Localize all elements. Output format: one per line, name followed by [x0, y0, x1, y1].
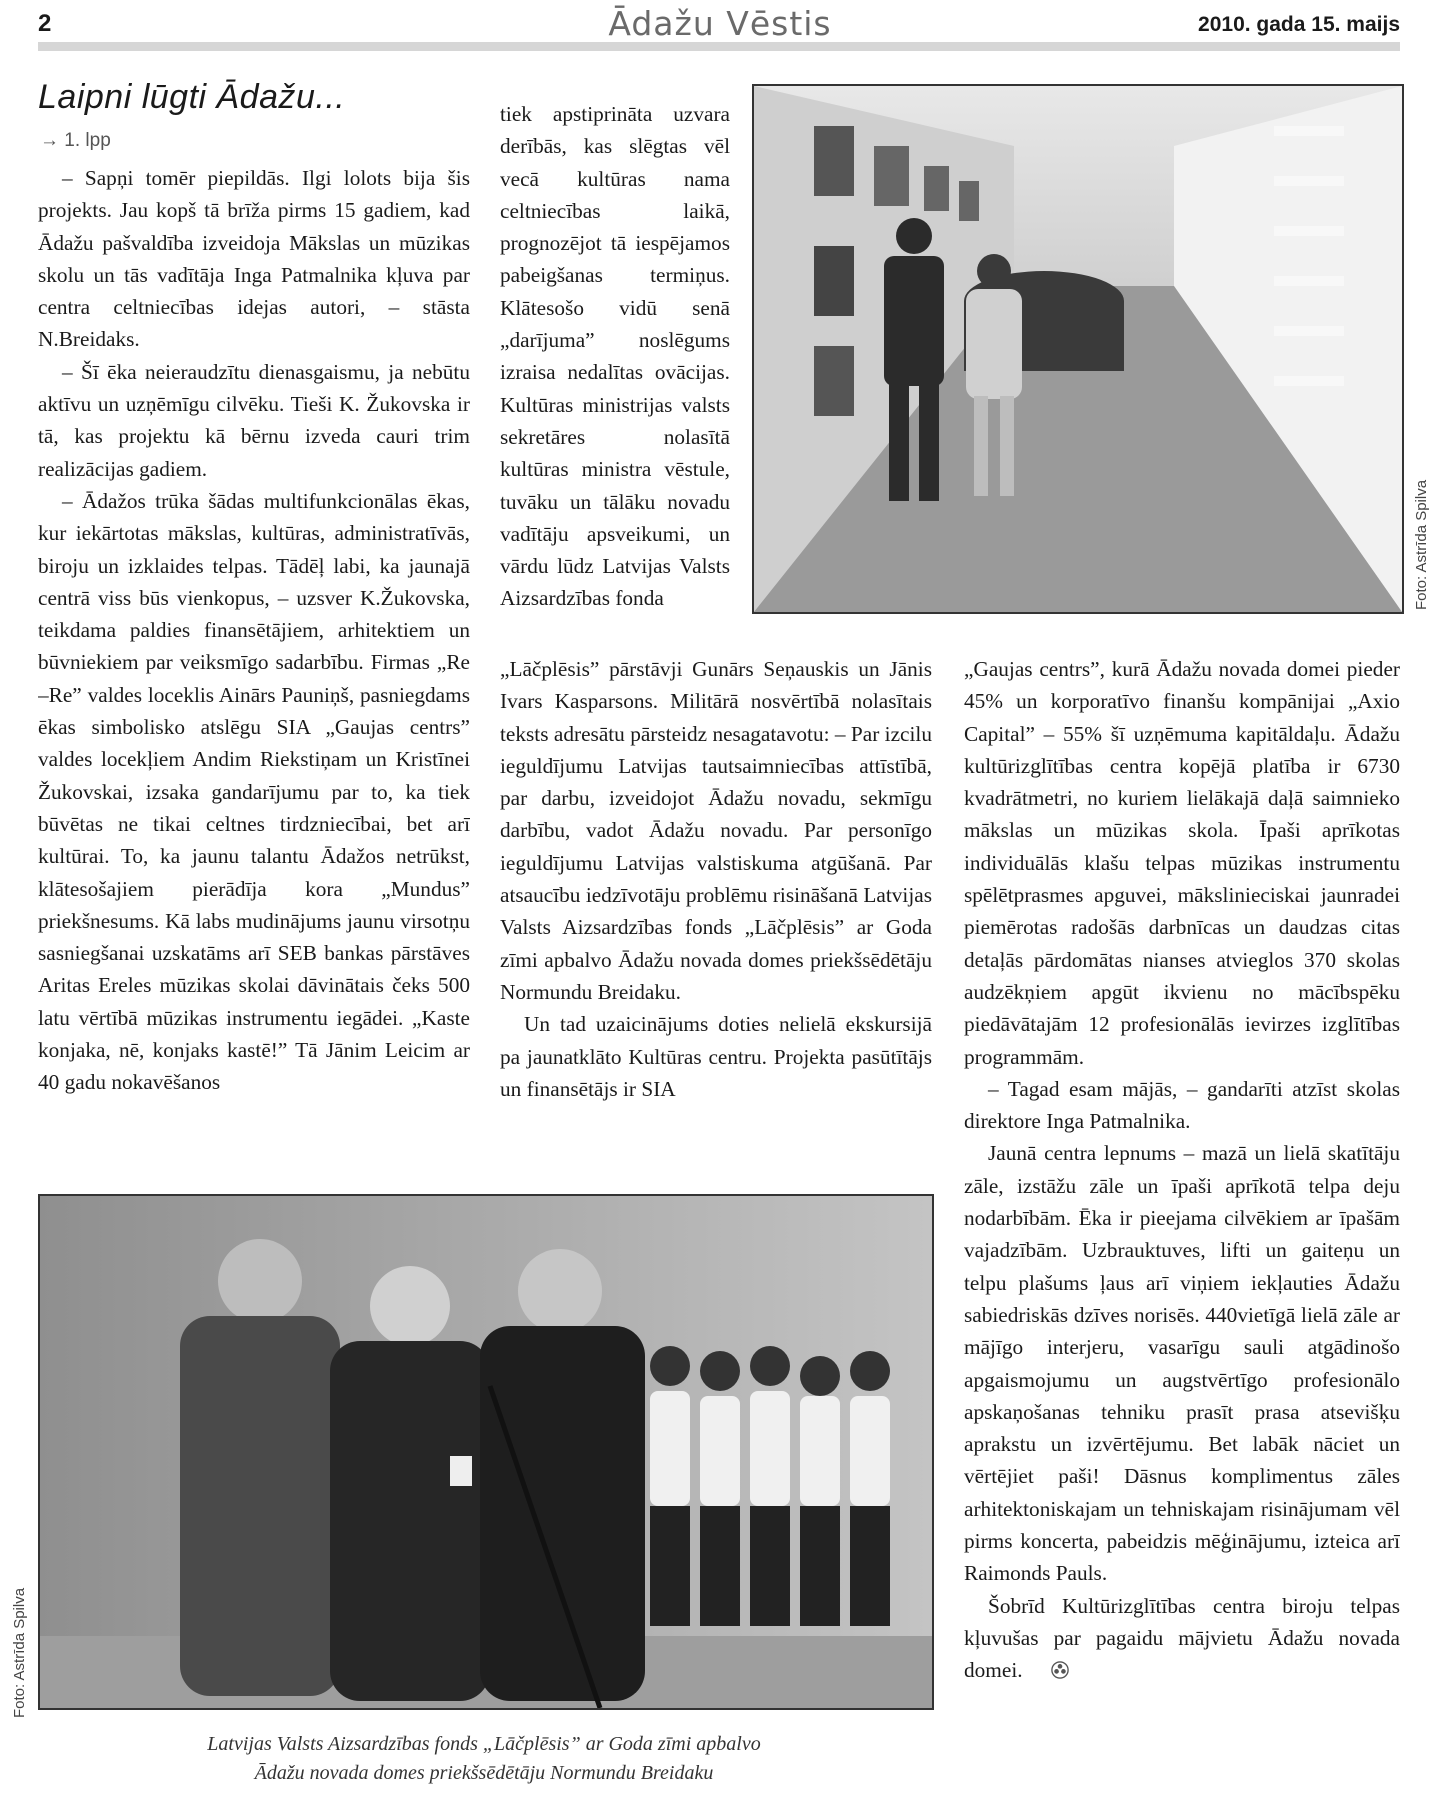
paragraph: – Šī ēka neieraudzītu dienasgaismu, ja nebūtu aktīvu un uzņēmīgu cilvēku. Tieši K. Žukovska ir tā, kas projektu kā bērnu izveda cauri trim realizācijas gadiem. — [38, 359, 470, 481]
photo-credit: Foto: Astrīda Spilva — [11, 1587, 28, 1718]
photo-credit: Foto: Astrīda Spilva — [1413, 479, 1430, 610]
paragraph: „Lāčplēsis” pārstāvji Gunārs Seņauskis un Jānis Ivars Kasparsons. Militārā nosvērtībā nolasītais teksts adresātu pārsteidz nesagatavotu: – Par izcilu ieguldījumu Latvijas tautsaimniecības attīstībā, par darbu, izveidojot Ādažu novadu, sekmīgu darbību, vadot Ādažu novadu. Par personīgo ieguldījumu Latvijas valstiskuma atgūšanā. Par atsaucību iedzīvotāju problēmu risināšanā Latvijas Valsts Aizsardzības fonds „Lāčplēsis” ar Goda zīmi apbalvo Ādažu novada domes priekšsēdētāju Normundu Breidaku. — [500, 657, 932, 1004]
article-column-2-top — [500, 98, 730, 653]
article-column-2-bottom — [500, 653, 932, 1170]
paragraph: – Sapņi tomēr piepildās. Ilgi lolots bija šis projekts. Jau kopš tā brīža pirms 15 gadiem, kad Ādažu pašvaldība izveidoja Mākslas un mūzikas skolu un tās vadītāja Inga Patmalnika kļuva par centra celtniecības idejas autori, – stāsta N.Breidaks. — [38, 166, 470, 352]
paragraph: – Tagad esam mājās, – gandarīti atzīst skolas direktore Inga Patmalnika. — [964, 1076, 1400, 1134]
caption-line: Latvijas Valsts Aizsardzības fonds „Lāčplēsis” ar Goda zīmi apbalvo — [207, 1733, 761, 1755]
flower-end-icon — [1027, 1656, 1045, 1674]
paragraph: – Ādažos trūka šādas multifunkcionālas ēkas, kur iekārtotas mākslas, kultūras, administratīvās, biroju un izklaides telpas. Tādēļ labi, ka jaunajā centrā viss būs vienkopus, – uzsver K.Žukovska, teikdama paldies finansētājiem, arhitektiem un būvniekiem par veiksmīgo sadarbību. Firmas „Re –Re” valdes loceklis Ainārs Pauniņš, pasniegdams ēkas simbolisko atslēgu SIA „Gaujas centrs” valdes locekļiem Andim Riekstiņam un Kristīnei Žukovskai, izsaka gandarījumu par to, ka tiek būvētas ne tikai celtnes tirdzniecībai, bet arī kultūrai. To, ka jaunu talantu Ādažos netrūkst, klātesošajiem pierādīja kora „Mundus” priekšnesums. Kā labs mudinājums jaunu virsotņu sasniegšanai uzskatāms arī SEB bankas pārstāves Aritas Ereles mūzikas skolai dāvinātais čeks 500 latu vērtībā mūzikas instrumentu iegādei. „Kaste konjaka, nē, konjaks kastē!” Tā Jānim Leicim ar 40 gadu nokavēšanos — [38, 488, 470, 1095]
photo-caption — [38, 1730, 930, 1788]
paragraph: „Gaujas centrs”, kurā Ādažu novada domei pieder 45% un korporatīvo finanšu kompānijai „Axio Capital” – 55% šī uzņēmuma kapitāldaļu. Ādažu kultūrizglītības centra kopējā platība ir 6730 kvadrātmetri, no kuriem lielākajā daļā saimnieko mākslas un mūzikas skola. Īpaši aprīkotas individuālās klašu telpas mūzikas instrumentu spēlētprasmes apguvei, mākslinieciskai jaunradei piemērotas radošās darbnīcas un daudzas citas detaļās pārdomātas nianses atvieglos 370 skolas audzēkņiem apgūt ikvienu no mācībspēku piedāvātajām 12 profesionālās ievirzes izglītības programmām. — [964, 657, 1400, 1069]
paragraph-text: Šobrīd Kultūrizglītības centra biroju telpas kļuvušas par pagaidu mājvietu Ādažu novada domei. — [964, 1593, 1400, 1683]
paragraph: Un tad uzaicinājums doties nelielā ekskursijā pa jaunatklāto Kultūras centru. Projekta pasūtītājs un finansētājs ir SIA — [500, 1012, 932, 1101]
header-rule — [38, 42, 1400, 51]
paragraph: Jaunā centra lepnums – mazā un lielā skatītāju zāle, izstāžu zāle un īpaši aprīkotā telpa deju nodarbībām. Ēka ir pieejama cilvēkiem ar īpašām vajadzībām. Uzbrauktuves, lifti un gaiteņu un telpu plašums ļaus arī viņiem iekļauties Ādažu sabiedriskās dzīves norisēs. 440vietīgā lielā zāle ar mājīgo interjeru, vasarīgu sauli atgādinošo apgaismojumu un augstvērtīgo profesionālo apskaņošanas tehniku prasīt prasa atsevišķu aprakstu un izvērtējumu. Bet labāk nāciet un vērtējiet paši! Dāsnus komplimentus zāles arhitektoniskajam un tehniskajam risinājumam vēl pirms koncerta, pabeidzis mēģinājumu, izteica arī Raimonds Pauls. — [964, 1141, 1400, 1586]
masthead-title: Ādažu Vēstis — [608, 4, 832, 43]
page-number: 2 — [38, 10, 52, 37]
continued-from: → 1. lpp — [40, 130, 111, 151]
caption-line: Ādažu novada domes priekšsēdētāju Normundu Breidaku — [254, 1762, 714, 1784]
article-headline: Laipni lūgti Ādažu... — [38, 78, 346, 116]
issue-date: 2010. gada 15. maijs — [1198, 13, 1400, 36]
paragraph: tiek apstiprināta uzvara derībās, kas slēgtas vēl vecā kultūras nama celtniecības laikā, prognozējot tā iespējamos pabeigšanas termiņus. Klātesošo vidū senā „darījuma” noslēgums izraisa nedalītas ovācijas. Kultūras ministrijas valsts sekretāres nolasītā kultūras ministra vēstule, tuvāku un tālāku novadu vadītāju apsveikumi, un vārdu lūdz Latvijas Valsts Aizsardzības fonda — [500, 102, 730, 611]
article-column-3 — [964, 653, 1400, 1793]
paragraph — [964, 1590, 1400, 1687]
award-ceremony-photo — [38, 1194, 934, 1710]
corridor-photo — [752, 84, 1404, 614]
article-column-1 — [38, 162, 470, 1170]
